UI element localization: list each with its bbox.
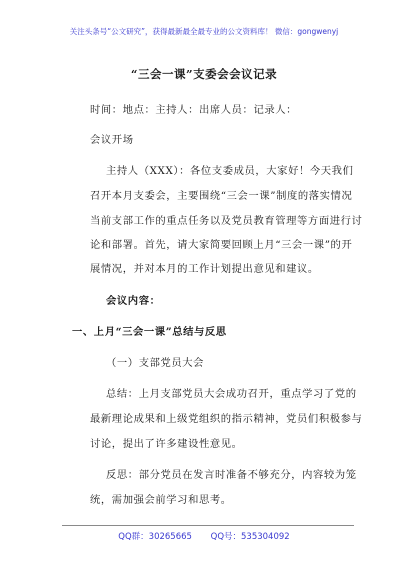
document-title: “三会一课”支委会会议记录 (130, 67, 278, 81)
summary-line-1: 总结：上月支部党员大会成功召开，重点学习了党的 (106, 388, 357, 400)
summary-line-2: 最新理论成果和上级党组织的指示精神，党员们积极参与 (90, 413, 363, 425)
subsection-1-heading: （一）支部党员大会 (106, 357, 205, 369)
footer-qq-number: QQ号：535304092 (210, 532, 290, 542)
intro-line-1: 主持人（XXX）：各位支委成员，大家好！今天我们 (106, 165, 354, 177)
section-1-heading: 一、上月“三会一课”总结与反思 (72, 326, 227, 338)
source-banner: 关注头条号“公文研究”，获得最新最全最专业的公文资料库！ 微信：gongwenyj (69, 27, 339, 36)
meeting-meta-line: 时间：地点：主持人：出席人员：记录人： (90, 104, 298, 116)
footer-qq-group: QQ群：30265665 (118, 532, 192, 542)
opening-label: 会议开场 (90, 134, 134, 146)
intro-line-3: 当前支部工作的重点任务以及党员教育管理等方面进行讨 (90, 215, 363, 227)
footer-divider (62, 525, 354, 526)
intro-line-4: 论和部署。首先，请大家简要回顾上月“三会一课”的开 (90, 239, 353, 251)
content-heading: 会议内容： (106, 295, 161, 307)
reflection-line-1: 反思：部分党员在发言时准备不够充分，内容较为笼 (106, 469, 357, 481)
intro-line-2: 召开本月支委会，主要围绕“三会一课”制度的落实情况 (90, 190, 353, 202)
footer-contacts (0, 530, 408, 542)
summary-line-3: 讨论，提出了许多建设性意见。 (90, 438, 243, 450)
reflection-line-2: 统，需加强会前学习和思考。 (90, 494, 232, 506)
intro-line-5: 展情况，并对本月的工作计划提出意见和建议。 (90, 263, 319, 275)
